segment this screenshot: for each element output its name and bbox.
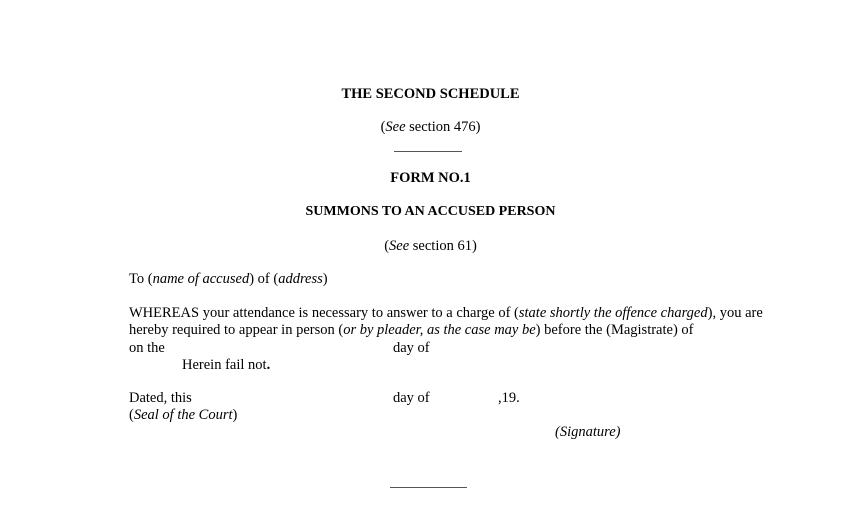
body-line-1-start: WHEREAS your attendance is necessary to answer to a charge of ( [129,305,519,321]
offence-placeholder: state shortly the offence charged [518,305,708,321]
body-line-2-end: ) before the (Magistrate) of [535,322,694,338]
schedule-ref-open: ( [380,119,386,135]
herein-fail-text: Herein fail not [182,357,267,373]
footer-divider [390,487,467,488]
addressee-to: To ( [129,271,153,287]
seal-close: ) [232,407,238,423]
schedule-ref-see: See [385,119,406,135]
form-ref-open: ( [384,238,390,254]
herein-fail-dot: . [266,357,271,373]
dated-label: Dated, this [129,390,192,406]
addressee-of: ) of ( [249,271,279,287]
header-divider [394,151,462,152]
form-ref-see: See [389,238,410,254]
schedule-title: THE SECOND SCHEDULE [341,86,520,102]
signature-label: (Signature) [555,424,621,440]
year-label: ,19. [498,390,520,406]
pleader-placeholder: or by pleader, as the case may be [343,322,536,338]
addressee-address-placeholder: address [278,271,323,287]
schedule-reference [0,119,861,136]
form-ref-rest: section 61) [409,238,477,254]
form-number: FORM NO.1 [390,170,471,186]
body-line-1 [129,305,763,322]
schedule-ref-rest: section 476) [405,119,481,135]
body-line-2-start: hereby required to appear in person ( [129,322,344,338]
form-title: SUMMONS TO AN ACCUSED PERSON [305,204,556,219]
addressee-line [129,271,328,288]
form-reference [0,238,861,255]
seal-open: ( [129,407,134,423]
addressee-close: ) [322,271,328,287]
seal-text: Seal of the Court [133,407,233,423]
herein-fail-not [182,357,270,374]
seal-of-court [129,407,237,424]
addressee-name-placeholder: name of accused [152,271,250,287]
dated-day-of-label: day of [393,390,430,406]
appearance-day-of-label: day of [393,340,430,356]
on-the-label: on the [129,340,165,356]
body-line-2 [129,322,694,339]
body-line-1-end: ), you are [707,305,763,321]
